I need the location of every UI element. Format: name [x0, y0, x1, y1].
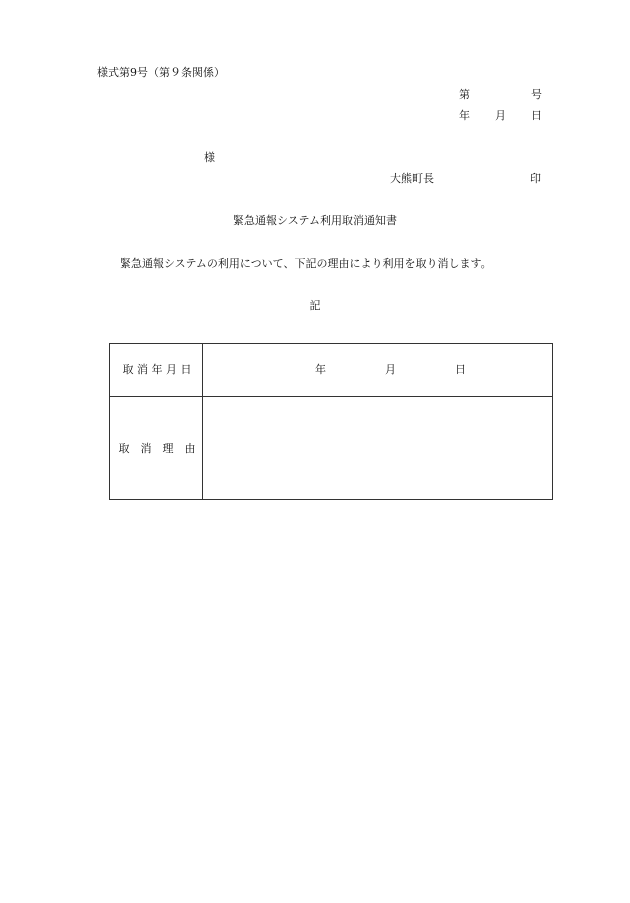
recipient-honorific: 様	[204, 151, 215, 164]
sender-title: 大熊町長	[390, 172, 434, 185]
cancel-date-year: 年	[315, 363, 326, 376]
cancel-date-month: 月	[385, 363, 396, 376]
number-suffix: 号	[531, 88, 542, 101]
number-prefix: 第	[459, 88, 470, 101]
seal-mark: 印	[530, 172, 541, 185]
document-title: 緊急通報システム利用取消通知書	[233, 214, 397, 227]
date-year: 年	[459, 109, 470, 122]
date-day: 日	[531, 109, 542, 122]
form-id: 様式第9号（第９条関係）	[97, 66, 225, 79]
row-divider	[110, 396, 552, 397]
cancel-date-label: 取 消 年 月 日	[122, 363, 192, 376]
cancel-reason-label: 取 消 理 由	[118, 442, 196, 455]
body-text: 緊急通報システムの利用について、下記の理由により利用を取り消します。	[120, 257, 492, 270]
details-table	[109, 343, 553, 500]
cancel-date-day: 日	[455, 363, 466, 376]
column-divider	[202, 344, 203, 499]
note-heading: 記	[309, 299, 321, 312]
date-month: 月	[495, 109, 506, 122]
